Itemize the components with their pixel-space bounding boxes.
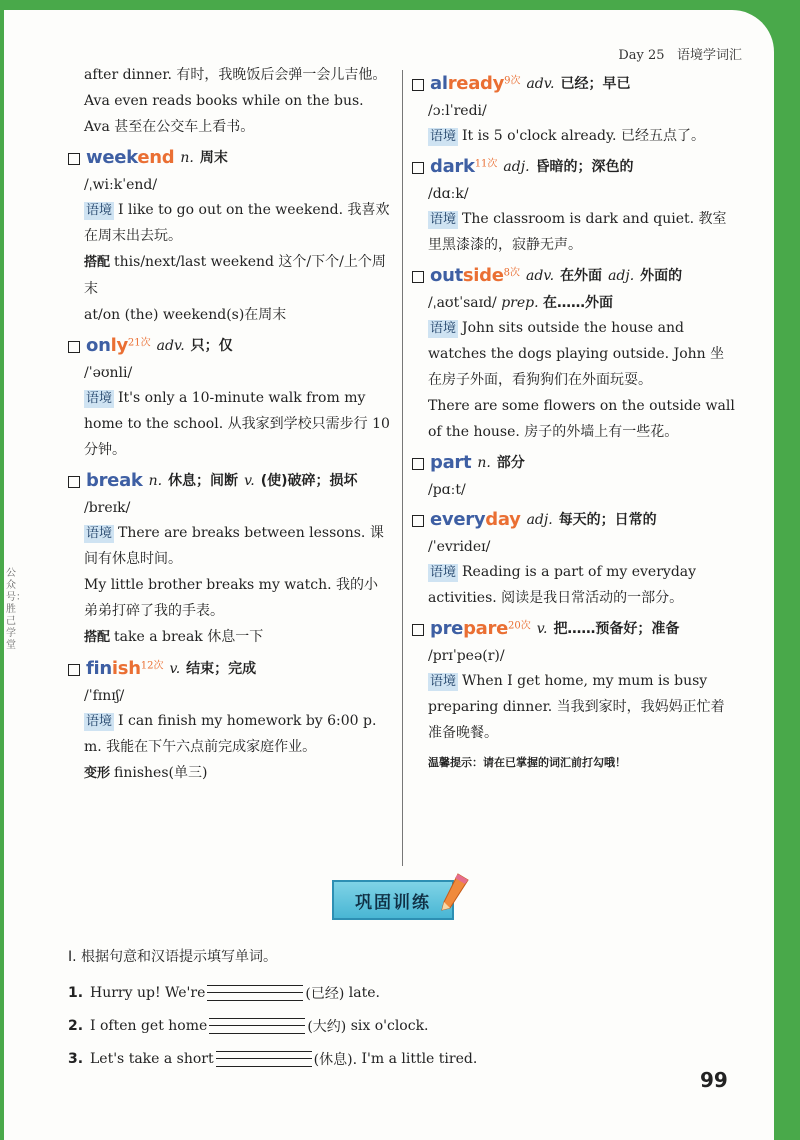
part-of-speech: adv. — [526, 76, 555, 92]
right-column — [410, 62, 738, 776]
phonetic: /dɑːk/ — [428, 186, 469, 202]
headword: finish$^{12次}$ — [86, 658, 164, 679]
entry-line: There are some flowers on the outside wall of the house. 房子的外墙上有一些花。 — [428, 398, 735, 440]
vocab-entry-everyday — [428, 506, 738, 611]
vocab-entry-outside — [428, 262, 738, 445]
meaning: 只；仅 — [190, 338, 233, 354]
entry-line: 搭配 take a break 休息一下 — [84, 629, 264, 645]
tag-label: 语境 — [430, 674, 457, 689]
pencil-icon — [438, 872, 470, 912]
headword: already$^{9次}$ — [430, 73, 521, 94]
page-number: 99 — [700, 1068, 728, 1092]
question-number: 1. — [68, 984, 84, 1001]
part-of-speech: adj. — [503, 159, 530, 175]
section-label: 语境学词汇 — [676, 48, 742, 63]
phonetic: /ˈəʊnli/ — [84, 365, 133, 381]
entry-line: 语境 It is 5 o'clock already. 已经五点了。 — [430, 128, 705, 144]
tag-label: 语境 — [430, 212, 457, 227]
exercise-title: Ⅰ. 根据句意和汉语提示填写单词。 — [68, 949, 278, 965]
mastered-checkbox[interactable] — [412, 162, 424, 174]
exercise-question: 1. Hurry up! We're (已经) late. — [68, 984, 380, 1002]
entry-line: 语境 Reading is a part of my everyday activities. 阅读是我日常活动的一部分。 — [428, 564, 697, 606]
meaning: 在外面 — [560, 268, 603, 284]
tag-label: 语境 — [86, 526, 113, 541]
vocab-entry-break — [84, 467, 392, 651]
question-number: 3. — [68, 1050, 84, 1067]
entry-line: My little brother breaks my watch. 我的小弟弟打碎了我的手表。 — [84, 577, 379, 619]
meaning: 结束；完成 — [186, 661, 257, 677]
meaning: (使)破碎；损坏 — [260, 473, 358, 489]
part-of-speech: adj. — [526, 512, 553, 528]
headword: weekend — [86, 147, 175, 168]
mastered-checkbox[interactable] — [412, 271, 424, 283]
headword: outside$^{8次}$ — [430, 265, 521, 286]
part-of-speech: n. — [180, 150, 194, 166]
phonetic: /ˈevrideɪ/ — [428, 539, 491, 555]
mastered-checkbox[interactable] — [412, 624, 424, 636]
phonetic: /pɑːt/ — [428, 482, 466, 498]
headword: break — [86, 470, 143, 491]
mastered-checkbox[interactable] — [412, 79, 424, 91]
entry-line: 语境 I can finish my homework by 6:00 p. m. 我能在下午六点前完成家庭作业。 — [84, 713, 377, 755]
meaning: 每天的；日常的 — [558, 512, 657, 528]
part-of-speech: adv. — [526, 268, 555, 284]
phonetic: /breɪk/ — [84, 500, 131, 516]
exercise-question: 3. Let's take a short (休息). I'm a little tired. — [68, 1050, 478, 1068]
meaning: 休息；间断 — [168, 473, 239, 489]
meaning: 外面的 — [640, 268, 683, 284]
meaning: 昏暗的；深色的 — [535, 159, 634, 175]
entry-line: at/on (the) weekend(s)在周末 — [84, 307, 287, 323]
phonetic: /ˌaʊtˈsaɪd/ prep. 在……外面 — [428, 295, 614, 311]
meaning: 周末 — [199, 150, 228, 166]
answer-blank[interactable] — [209, 1018, 305, 1034]
mastered-checkbox[interactable] — [68, 476, 80, 488]
tag-label: 语境 — [86, 391, 113, 406]
vocab-entry-prepare — [428, 615, 738, 746]
tip-text: 温馨提示：请在已掌握的词汇前打勾哦！ — [428, 756, 626, 769]
part-of-speech: n. — [148, 473, 163, 489]
phonetic: /ɔːlˈredi/ — [428, 103, 487, 119]
part-of-speech: v. — [536, 621, 548, 637]
part-of-speech: v. — [169, 661, 181, 677]
side-note: 公众号：胜己学堂 — [6, 568, 26, 651]
tag-label: 搭配 — [84, 255, 111, 270]
tag-label: 语境 — [86, 203, 113, 218]
vocab-entry-weekend — [84, 144, 392, 328]
entry-line: 语境 When I get home, my mum is busy preparing dinner. 当我到家时，我妈妈正忙着准备晚餐。 — [428, 673, 725, 741]
vocab-entry-already — [428, 70, 738, 149]
entry-line: 语境 It's only a 10-minute walk from my home to the school. 从我家到学校只需步行 10 分钟。 — [84, 390, 390, 458]
part-of-speech: n. — [477, 455, 491, 471]
tag-label: 语境 — [430, 321, 457, 336]
mastered-checkbox[interactable] — [68, 153, 80, 165]
mastered-checkbox[interactable] — [68, 341, 80, 353]
entry-line: 语境 John sits outside the house and watches the dogs playing outside. John 坐在房子外面，看狗狗们在外面玩耍。 — [428, 320, 725, 388]
part-of-speech: v. — [244, 473, 255, 489]
answer-blank[interactable] — [216, 1051, 312, 1067]
headword: everyday — [430, 509, 521, 530]
intro-text: after dinner. 有时，我晚饭后会弹一会儿吉他。 — [84, 67, 387, 83]
vocab-entry-part — [428, 449, 738, 502]
entry-line: 变形 finishes(单三) — [84, 765, 208, 781]
part-of-speech: adv. — [156, 338, 185, 354]
headword: prepare$^{20次}$ — [430, 618, 531, 639]
answer-blank[interactable] — [207, 985, 303, 1001]
question-number: 2. — [68, 1017, 84, 1034]
meaning: 把……预备好；准备 — [553, 621, 680, 637]
tag-label: 搭配 — [84, 630, 111, 645]
column-divider — [402, 70, 403, 866]
phonetic: /prɪˈpeə(r)/ — [428, 648, 505, 664]
tag-label: 语境 — [430, 129, 457, 144]
training-banner: 巩固训练 — [332, 880, 454, 920]
tag-label: 语境 — [86, 714, 113, 729]
exercise-question: 2. I often get home (大约) six o'clock. — [68, 1017, 429, 1035]
entry-line: 语境 I like to go out on the weekend. 我喜欢在周末出去玩。 — [84, 202, 390, 244]
page-header — [618, 44, 742, 63]
mastered-checkbox[interactable] — [412, 515, 424, 527]
entry-line: 语境 There are breaks between lessons. 课间有休息时间。 — [84, 525, 384, 567]
tag-label: 变形 — [84, 766, 111, 781]
meaning: 部分 — [496, 455, 525, 471]
mastered-checkbox[interactable] — [68, 664, 80, 676]
headword: part — [430, 452, 472, 473]
headword: dark$^{11次}$ — [430, 156, 498, 177]
entry-line: 语境 The classroom is dark and quiet. 教室里黑漆漆的，寂静无声。 — [428, 211, 727, 253]
meaning: 已经；早已 — [560, 76, 631, 92]
vocab-entry-only — [84, 332, 392, 463]
intro-text: Ava even reads books while on the bus. Ava 甚至在公交车上看书。 — [84, 93, 364, 135]
phonetic: /ˈfɪnɪʃ/ — [84, 688, 125, 704]
day-label: Day 25 — [618, 48, 665, 63]
headword: only$^{21次}$ — [86, 335, 151, 356]
phonetic: /ˌwiːkˈend/ — [84, 177, 158, 193]
mastered-checkbox[interactable] — [412, 458, 424, 470]
vocab-entry-dark — [428, 153, 738, 258]
left-column — [84, 62, 392, 787]
part-of-speech: adj. — [608, 268, 635, 284]
entry-line: 搭配 this/next/last weekend 这个/下个/上个周末 — [84, 254, 386, 297]
vocab-entry-finish — [84, 655, 392, 787]
exercise-section — [68, 946, 728, 1075]
tag-label: 语境 — [430, 565, 457, 580]
